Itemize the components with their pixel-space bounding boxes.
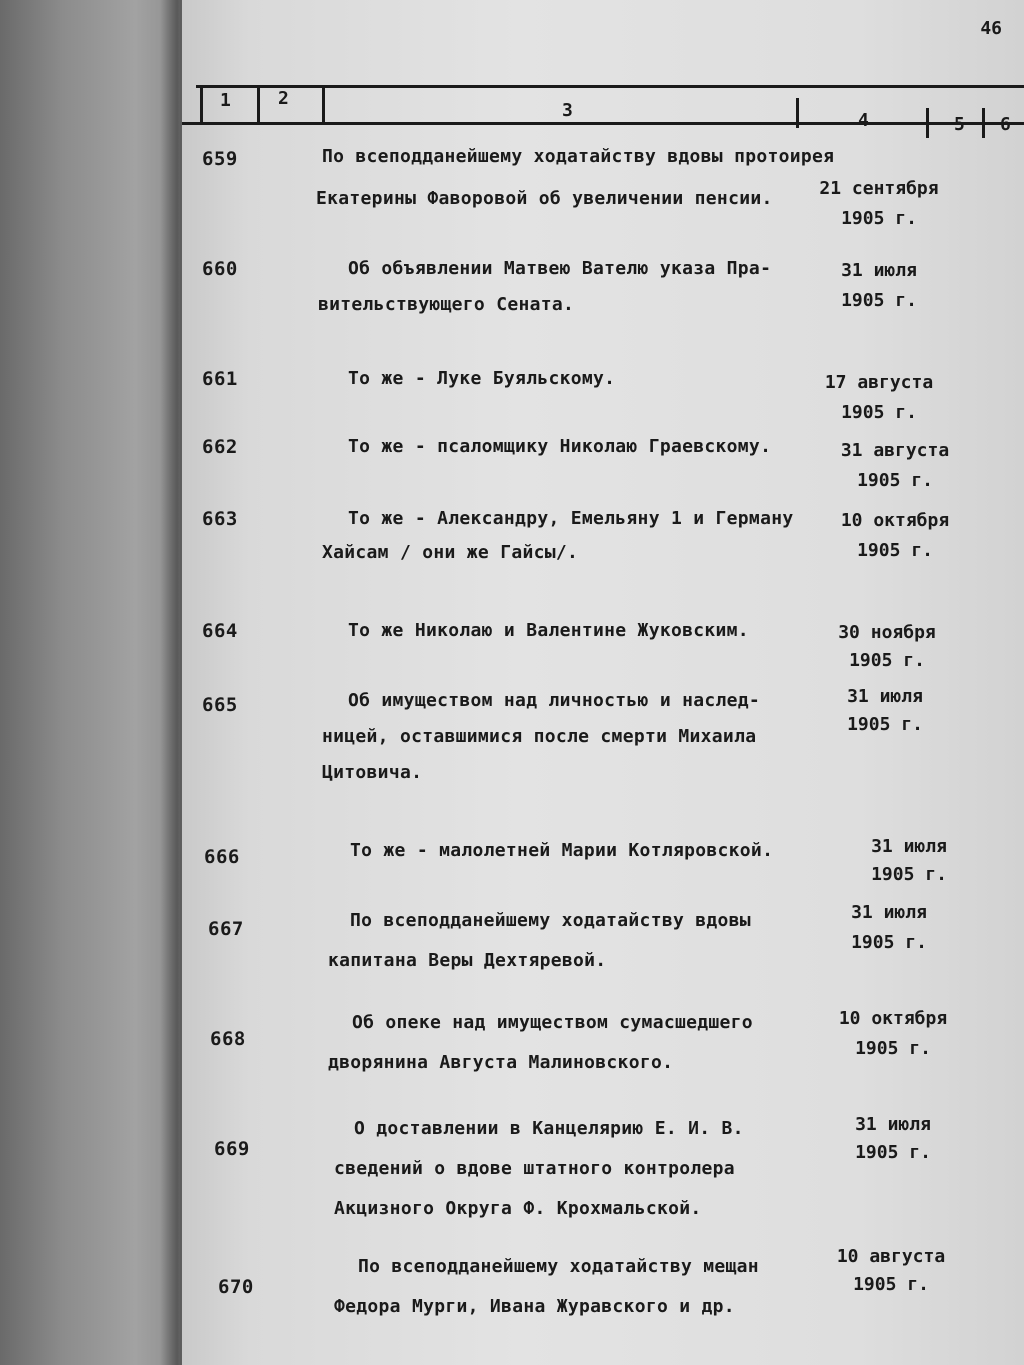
entry-date-day: 31 июля <box>871 836 947 857</box>
entry-number: 659 <box>202 148 238 170</box>
entry-line: Об объявлении Матвею Вателю указа Пра- <box>348 258 772 279</box>
entry-line: По всеподданейшему ходатайству вдовы протоирея <box>322 146 835 167</box>
entry-line: То же - Луке Буяльскому. <box>348 368 616 389</box>
entry-date-day: 10 октября <box>840 510 950 531</box>
entry-line: По всеподданейшему ходатайству вдовы <box>350 910 751 931</box>
entry-date-year: 1905 г. <box>855 1038 931 1059</box>
document-page <box>182 0 1024 1365</box>
entry-date-year: 1905 г. <box>871 864 947 885</box>
header-divider <box>257 85 260 125</box>
header-divider <box>982 108 985 138</box>
entry-line: дворянина Августа Малиновского. <box>328 1052 674 1073</box>
entry-line: Федора Мурги, Ивана Журавского и др. <box>334 1296 735 1317</box>
entry-date-day: 31 июля <box>855 1114 931 1135</box>
header-divider <box>322 85 325 125</box>
entry-date-year: 1905 г. <box>857 470 933 491</box>
entry-date-day: 31 июля <box>851 902 927 923</box>
entry-number: 665 <box>202 694 238 716</box>
entry-line: То же Николаю и Валентине Жуковским. <box>348 620 749 641</box>
entry-date-year: 1905 г. <box>849 650 925 671</box>
entry-number: 667 <box>208 918 244 940</box>
entry-line: Акцизного Округа Ф. Крохмальской. <box>334 1198 702 1219</box>
entry-line: По всеподданейшему ходатайству мещан <box>358 1256 759 1277</box>
entry-date-year: 1905 г. <box>853 1274 929 1295</box>
entry-line: Об имуществом над личностью и наслед- <box>348 690 761 711</box>
entry-number: 669 <box>214 1138 250 1160</box>
facing-page <box>0 0 180 1365</box>
entry-number: 668 <box>210 1028 246 1050</box>
entry-line: О доставлении в Канцелярию Е. И. В. <box>354 1118 744 1139</box>
header-top-rule <box>196 85 1024 88</box>
header-col-6: 6 <box>1000 114 1011 135</box>
entry-line: Цитовича. <box>322 762 423 783</box>
entry-number: 662 <box>202 436 238 458</box>
header-bottom-rule <box>182 122 1024 125</box>
entry-date-day: 31 июля <box>841 260 917 281</box>
entry-date-day: 31 августа <box>840 440 950 461</box>
header-col-2: 2 <box>278 88 289 109</box>
entry-date-year: 1905 г. <box>855 1142 931 1163</box>
header-divider <box>200 85 203 125</box>
header-col-5: 5 <box>954 114 965 135</box>
entry-date-year: 1905 г. <box>841 402 917 423</box>
entry-date-year: 1905 г. <box>841 290 917 311</box>
entry-date-day: 21 сентября <box>819 178 939 199</box>
entry-line: Екатерины Фаворовой об увеличении пенсии. <box>316 188 773 209</box>
entry-line: вительствующего Сената. <box>318 294 575 315</box>
entry-number: 664 <box>202 620 238 642</box>
entry-line: капитана Веры Дехтяревой. <box>328 950 607 971</box>
entry-number: 666 <box>204 846 240 868</box>
entry-line: Об опеке над имуществом сумасшедшего <box>352 1012 753 1033</box>
page-number: 46 <box>980 18 1002 39</box>
entry-date-year: 1905 г. <box>841 208 917 229</box>
entry-line: То же - Александру, Емельяну 1 и Герману <box>348 508 794 529</box>
entry-date-day: 30 ноября <box>838 622 936 643</box>
header-divider <box>926 108 929 138</box>
entry-date-day: 10 октября <box>838 1008 948 1029</box>
entry-line: Хайсам / они же Гайсы/. <box>322 542 579 563</box>
entry-line: То же - малолетней Марии Котляровской. <box>350 840 774 861</box>
header-divider <box>796 98 799 128</box>
entry-number: 660 <box>202 258 238 280</box>
entry-date-day: 31 июля <box>847 686 923 707</box>
header-col-4: 4 <box>858 110 869 131</box>
entry-number: 670 <box>218 1276 254 1298</box>
entry-line: То же - псаломщику Николаю Граевскому. <box>348 436 772 457</box>
entry-date-year: 1905 г. <box>847 714 923 735</box>
entry-date-day: 10 августа <box>836 1246 946 1267</box>
header-col-3: 3 <box>562 100 573 121</box>
entry-number: 663 <box>202 508 238 530</box>
header-col-1: 1 <box>220 90 231 111</box>
entry-date-year: 1905 г. <box>857 540 933 561</box>
entry-line: сведений о вдове штатного контролера <box>334 1158 735 1179</box>
entry-number: 661 <box>202 368 238 390</box>
entry-line: ницей, оставшимися после смерти Михаила <box>322 726 757 747</box>
entry-date-day: 17 августа <box>824 372 934 393</box>
entry-date-year: 1905 г. <box>851 932 927 953</box>
